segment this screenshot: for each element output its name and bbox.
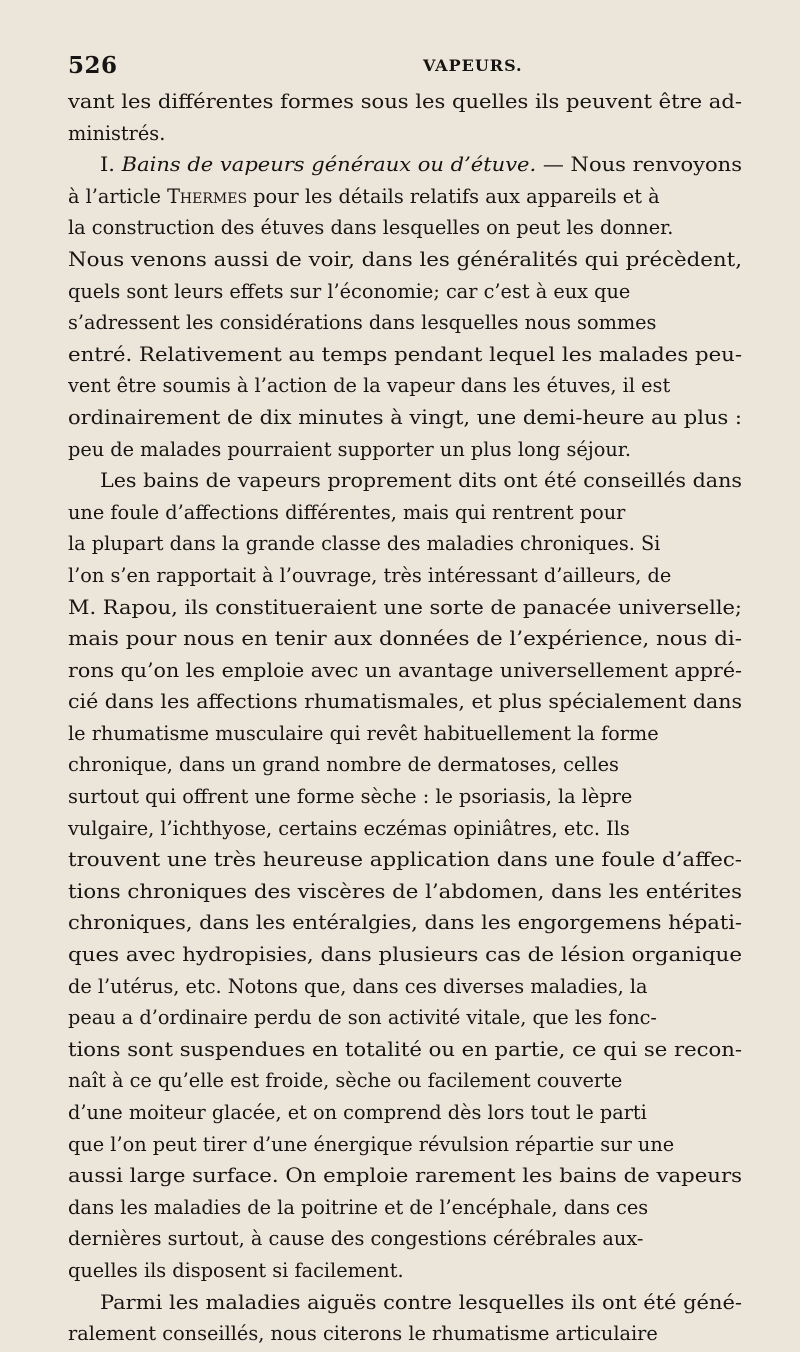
text-line: [68, 118, 742, 150]
text-line-content: [68, 907, 742, 939]
text-run: entré. Relativement au temps pendant lequel les malades peu-: [68, 342, 742, 366]
text-line-content: [68, 718, 659, 750]
text-run: dans les maladies de la poitrine et de l’encéphale, dans ces: [68, 1195, 649, 1219]
text-line: [68, 528, 742, 560]
text-line: [68, 1223, 742, 1255]
text-line-content: [68, 1065, 622, 1097]
text-run: surtout qui offrent une forme sèche : le psoriasis, la lèpre: [68, 785, 633, 809]
text-line-content: [68, 434, 631, 466]
text-run: naît à ce qu’elle est froide, sèche ou facilement couverte: [68, 1069, 623, 1093]
text-line-content: [68, 971, 648, 1003]
text-line: [68, 339, 742, 371]
text-run: chroniques, dans les entéralgies, dans les engorgemens hépati-: [68, 911, 742, 935]
text-line-content: [68, 749, 619, 781]
text-run: le rhumatisme musculaire qui revêt habituellement la forme: [68, 721, 659, 745]
text-run: une foule d’affections différentes, mais qui rentrent pour: [68, 500, 626, 524]
text-line-content: [68, 276, 630, 308]
text-line: [68, 686, 742, 718]
text-line: [68, 623, 742, 655]
body-text: [68, 86, 742, 1350]
text-line: [68, 1002, 742, 1034]
text-run: l’on s’en rapportait à l’ouvrage, très intéressant d’ailleurs, de: [68, 563, 672, 587]
text-run: vulgaire, l’ichthyose, certains eczémas opiniâtres, etc. Ils: [68, 816, 630, 840]
text-line: [68, 465, 742, 497]
text-line: [68, 876, 742, 908]
text-run: ordinairement de dix minutes à vingt, une demi-heure au plus :: [68, 405, 742, 429]
text-line-content: [68, 1255, 404, 1287]
italic-heading: Bains de vapeurs généraux ou d’étuve.: [121, 153, 537, 177]
text-line-content: [68, 370, 670, 402]
text-line-content: [68, 623, 742, 655]
text-line-content: [100, 1287, 742, 1319]
text-line-content: [68, 1318, 658, 1350]
text-run: la construction des étuves dans lesquelles on peut les donner.: [68, 216, 674, 240]
text-line: [68, 1192, 742, 1224]
text-line: [68, 276, 742, 308]
text-line-content: [68, 1129, 674, 1161]
text-line-content: [68, 244, 742, 276]
text-run: tions sont suspendues en totalité ou en partie, ce qui se recon-: [68, 1037, 742, 1061]
page-number: 526: [68, 52, 118, 79]
text-line-content: [100, 465, 742, 497]
text-line-content: [68, 592, 742, 624]
text-run: aussi large surface. On emploie rarement les bains de vapeurs: [68, 1164, 742, 1188]
text-line-content: [68, 528, 660, 560]
text-run: ministrés.: [68, 121, 166, 145]
text-line-content: [68, 86, 742, 118]
text-run: vant les différentes formes sous les quelles ils peuvent être ad-: [68, 90, 742, 113]
text-line: [68, 813, 742, 845]
text-line: [68, 244, 742, 276]
text-run: rons qu’on les emploie avec un avantage universellement appré-: [68, 658, 742, 682]
text-line: [68, 497, 742, 529]
text-line-content: [68, 781, 632, 813]
text-run: — Nous renvoyons: [536, 153, 742, 177]
text-run: chronique, dans un grand nombre de dermatoses, celles: [68, 753, 619, 777]
text-line-content: [68, 118, 165, 150]
text-line-content: [68, 876, 742, 908]
text-line: [68, 1097, 742, 1129]
text-line: [68, 749, 742, 781]
text-line: [68, 1287, 742, 1319]
text-line-content: [68, 686, 742, 718]
text-run: d’une moiteur glacée, et on comprend dès lors tout le parti: [68, 1101, 647, 1124]
text-run: que l’on peut tirer d’une énergique révulsion répartie sur une: [68, 1132, 675, 1156]
text-line: [68, 1255, 742, 1287]
text-line-content: [68, 813, 630, 845]
text-line-content: [68, 1223, 643, 1255]
text-run: ques avec hydropisies, dans plusieurs cas de lésion organique: [68, 943, 742, 967]
text-line: [68, 971, 742, 1003]
text-line-content: [68, 844, 742, 876]
text-line: [68, 939, 742, 971]
text-line: [68, 86, 742, 118]
text-run: M. Rapou, ils constitueraient une sorte de panacée universelle;: [68, 595, 742, 619]
text-line-content: [68, 402, 742, 434]
text-line-content: [68, 497, 625, 529]
text-run: peau a d’ordinaire perdu de son activité vitale, que les fonc-: [68, 1006, 657, 1030]
text-line-content: [68, 212, 673, 244]
text-run: dernières surtout, à cause des congestions cérébrales aux-: [68, 1227, 644, 1251]
text-run: quelles ils disposent si facilement.: [68, 1258, 404, 1282]
text-run: mais pour nous en tenir aux données de l’expérience, nous di-: [68, 627, 742, 651]
text-run: à l’article: [68, 184, 168, 208]
text-line-content: [68, 939, 742, 971]
text-line: [68, 402, 742, 434]
text-run: s’adressent les considérations dans lesquelles nous sommes: [68, 311, 657, 335]
text-line-content: [68, 307, 656, 339]
text-line-content: [68, 560, 671, 592]
text-line-content: [68, 1192, 648, 1224]
text-run: cié dans les affections rhumatismales, et plus spécialement dans: [68, 690, 742, 714]
text-line: [68, 718, 742, 750]
text-line: [68, 1160, 742, 1192]
text-run: quels sont leurs effets sur l’économie; car c’est à eux que: [68, 279, 631, 303]
text-line: [68, 560, 742, 592]
text-run: vent être soumis à l’action de la vapeur dans les étuves, il est: [68, 374, 671, 398]
text-run: I.: [100, 153, 122, 177]
text-line: [68, 1129, 742, 1161]
text-line-content: [68, 1160, 742, 1192]
text-run: Parmi les maladies aiguës contre lesquelles ils ont été géné-: [100, 1290, 742, 1314]
text-line: [68, 434, 742, 466]
text-line-content: [100, 149, 742, 181]
page-header: [68, 52, 742, 82]
text-run: de l’utérus, etc. Notons que, dans ces diverses maladies, la: [68, 974, 648, 998]
text-line: [68, 149, 742, 181]
text-run: tions chroniques des viscères de l’abdomen, dans les entérites: [68, 879, 742, 903]
text-line: [68, 781, 742, 813]
text-line-content: [68, 339, 742, 371]
text-run: la plupart dans la grande classe des maladies chroniques. Si: [68, 532, 661, 556]
running-title: VAPEURS.: [423, 56, 523, 75]
text-line: [68, 1034, 742, 1066]
text-run: Nous venons aussi de voir, dans les généralités qui précèdent,: [68, 247, 742, 271]
small-caps-term: Thermes: [167, 184, 248, 208]
text-line: [68, 212, 742, 244]
text-run: trouvent une très heureuse application dans une foule d’affec-: [68, 848, 742, 872]
text-line-content: [68, 1034, 742, 1066]
text-line-content: [68, 181, 660, 213]
text-run: peu de malades pourraient supporter un plus long séjour.: [68, 437, 632, 461]
text-line: [68, 1065, 742, 1097]
text-line-content: [68, 1002, 657, 1034]
text-line: [68, 181, 742, 213]
text-line: [68, 844, 742, 876]
text-line: [68, 592, 742, 624]
text-line: [68, 1318, 742, 1350]
text-run: Les bains de vapeurs proprement dits ont été conseillés dans: [100, 469, 742, 493]
text-line-content: [68, 1097, 647, 1129]
text-line: [68, 655, 742, 687]
text-run: pour les détails relatifs aux appareils et à: [247, 184, 660, 208]
text-line-content: [68, 655, 742, 687]
text-line: [68, 907, 742, 939]
text-run: ralement conseillés, nous citerons le rhumatisme articulaire: [68, 1322, 658, 1346]
text-line: [68, 370, 742, 402]
text-line: [68, 307, 742, 339]
